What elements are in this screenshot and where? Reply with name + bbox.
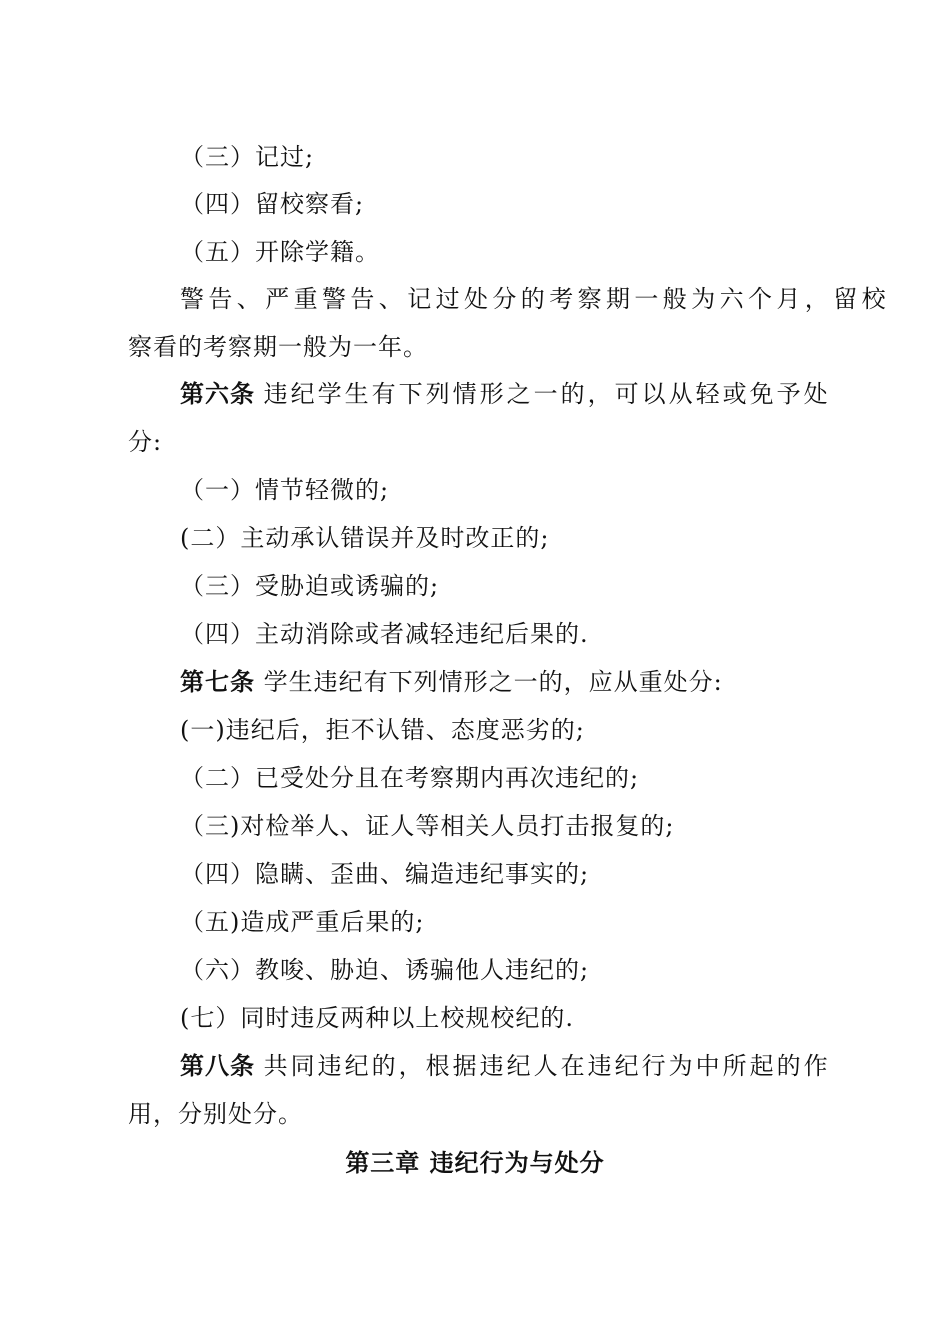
list-item: （五)造成严重后果的; — [180, 908, 425, 936]
list-item: (二）主动承认错误并及时改正的; — [180, 524, 550, 552]
list-item: (七）同时违反两种以上校规校纪的. — [180, 1004, 574, 1032]
list-item: （六）教唆、胁迫、诱骗他人违纪的; — [180, 956, 590, 984]
list-item: （五）开除学籍。 — [180, 238, 380, 266]
list-item: （二）已受处分且在考察期内再次违纪的; — [180, 764, 640, 792]
list-item: （一）情节轻微的; — [180, 476, 390, 504]
list-item: （三)对检举人、证人等相关人员打击报复的; — [180, 812, 675, 840]
list-item: （四）主动消除或者减轻违纪后果的. — [180, 620, 589, 648]
list-item: （四）留校察看; — [180, 190, 365, 218]
article-8-line2: 用，分别处分。 — [128, 1100, 303, 1128]
article-6-text: 违纪学生有下列情形之一的，可以从轻或免予处 — [263, 380, 831, 408]
article-6-line2: 分: — [128, 428, 163, 456]
article-6-label: 第六条 — [180, 380, 255, 408]
list-item: (一)违纪后，拒不认错、态度恶劣的; — [180, 716, 585, 744]
chapter-heading: 第三章 违纪行为与处分 — [345, 1149, 605, 1177]
article-7-text: 学生违纪有下列情形之一的，应从重处分: — [263, 668, 723, 696]
article-6-line1 — [0, 378, 950, 410]
probation-paragraph-line1: 警告、严重警告、记过处分的考察期一般为六个月，留校 — [180, 285, 890, 313]
list-item: （三）受胁迫或诱骗的; — [180, 572, 440, 600]
list-item: （三）记过; — [180, 143, 315, 171]
list-item: （四）隐瞒、歪曲、编造违纪事实的; — [180, 860, 590, 888]
article-8-text: 共同违纪的，根据违纪人在违纪行为中所起的作 — [263, 1052, 831, 1080]
article-7-label: 第七条 — [180, 668, 255, 696]
article-8-line1 — [0, 1050, 950, 1082]
article-8-label: 第八条 — [180, 1052, 255, 1080]
probation-paragraph-line2: 察看的考察期一般为一年。 — [128, 333, 428, 361]
article-7-line1 — [0, 666, 950, 698]
